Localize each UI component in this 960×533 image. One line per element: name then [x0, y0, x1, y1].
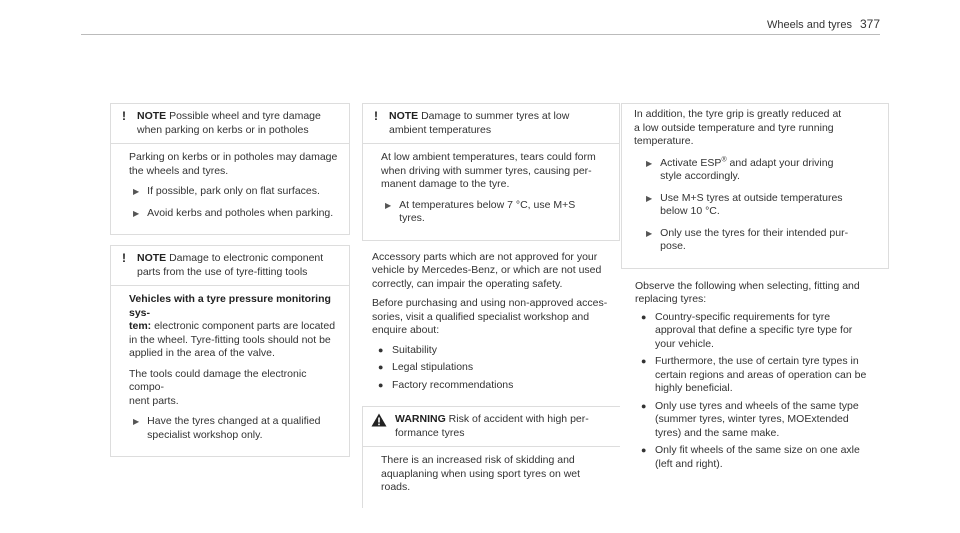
bullet-dot-icon: ●: [641, 311, 647, 322]
text-line: a low outside temperature and tyre running: [634, 121, 834, 134]
triangle-right-icon: ▶: [385, 200, 392, 210]
notice-keyword: NOTE: [137, 252, 167, 264]
text-line: In addition, the tyre grip is greatly reduced at: [634, 108, 842, 120]
list-item: [635, 355, 889, 396]
text-line: Accessory parts which are not approved for your: [372, 250, 598, 263]
text-line: Have the tyres changed at a qualified: [147, 415, 321, 427]
step-text: [147, 415, 320, 442]
exclamation-icon: !: [374, 109, 378, 123]
notice-title-line: Damage to summer tyres at low: [421, 110, 570, 122]
text-line: temperature.: [634, 135, 694, 147]
step-text: [660, 192, 842, 219]
text-line: roads.: [381, 481, 411, 493]
bullet-dot-icon: ●: [378, 379, 384, 390]
step-item: [129, 185, 339, 199]
text-line: in the wheel. Tyre-fitting tools should not be: [129, 333, 331, 346]
text-line: Parking on kerbs or in potholes may damage: [129, 151, 338, 163]
list-item: [372, 361, 620, 375]
column-left: [110, 103, 350, 457]
paragraph: [635, 280, 889, 307]
step-item: [642, 192, 878, 219]
list-item: [635, 311, 889, 352]
accessory-section: [362, 241, 620, 393]
warning-sport-tyres: [362, 406, 620, 508]
text-line: Only use tyres and wheels of the same type: [655, 399, 859, 412]
section-title: Wheels and tyres: [766, 19, 852, 31]
list-item: [372, 379, 620, 393]
notice-summer-tyres: [362, 103, 620, 241]
tyre-selection-section: [621, 269, 889, 472]
text-line: Country-specific requirements for tyre: [655, 310, 831, 323]
list-item-text: Suitability: [392, 343, 437, 356]
text-line: below 10 °C.: [660, 205, 720, 217]
notice-text: [381, 151, 609, 192]
bullet-dot-icon: ●: [378, 362, 384, 372]
text-line: nent parts.: [129, 394, 179, 407]
text-line: Use M+S tyres at outside temperatures: [660, 191, 843, 204]
list-item: [635, 400, 889, 441]
text-line: tyres.: [399, 212, 425, 224]
notice-title-line: ambient temperatures: [389, 123, 492, 136]
notice-text: [129, 151, 339, 178]
bullet-dot-icon: ●: [378, 344, 384, 355]
step-text: If possible, park only on flat surfaces.: [147, 185, 320, 197]
bullet-dot-icon: ●: [641, 356, 647, 366]
triangle-right-icon: ▶: [646, 193, 653, 203]
warning-text: [634, 108, 878, 149]
list-item-text: [655, 444, 860, 471]
text-line: specialist workshop only.: [147, 428, 263, 441]
list-item-text: [655, 400, 859, 441]
text-line: The tools could damage the electronic compo-: [129, 367, 307, 393]
page-number: 377: [859, 17, 880, 31]
text-line: style accordingly.: [660, 170, 740, 182]
step-text: [660, 227, 848, 254]
step-item: [642, 157, 878, 184]
text-line: replacing tyres:: [635, 293, 707, 305]
paragraph: [372, 251, 620, 292]
text-line: tyres) and the same make.: [655, 426, 780, 439]
text-line: Before purchasing and using non-approved acces-: [372, 297, 608, 309]
page-header: [767, 18, 880, 33]
exclamation-icon: !: [122, 109, 126, 123]
text-line: and adapt your driving: [726, 156, 834, 169]
text-line: pose.: [660, 240, 686, 252]
list-item-text: [655, 355, 866, 396]
bullet-dot-icon: ●: [641, 445, 647, 455]
registered-mark: ®: [721, 156, 727, 163]
step-text: Avoid kerbs and potholes when parking.: [147, 206, 334, 219]
text-line: the wheels and tyres.: [129, 164, 229, 177]
text-line: (left and right).: [655, 457, 723, 470]
text-line: enquire about:: [372, 324, 440, 336]
warning-triangle-icon: [371, 413, 387, 427]
text-line: highly beneficial.: [655, 382, 733, 394]
text-line: Observe the following when selecting, fitting and: [635, 279, 860, 292]
step-item: [381, 199, 609, 226]
notice-title-line: parts from the use of tyre-fitting tools: [137, 265, 308, 278]
text-line: Only fit wheels of the same size on one axle: [655, 444, 860, 456]
warning-keyword: WARNING: [395, 413, 446, 425]
text-line: At low ambient temperatures, tears could form: [381, 151, 596, 163]
step-text: [399, 199, 575, 226]
triangle-right-icon: ▶: [646, 228, 653, 238]
notice-title-line: Possible wheel and tyre damage: [169, 110, 321, 122]
text-line: when driving with summer tyres, causing per-: [381, 164, 592, 177]
list-item: [372, 344, 620, 358]
step-text: [660, 157, 833, 184]
text-line: approval that define a specific tyre type for: [655, 324, 853, 336]
notice-text: [129, 293, 339, 361]
text-line: electronic component parts are located: [154, 320, 336, 332]
text-line: sories, visit a qualified specialist workshop and: [372, 310, 590, 323]
column-right: [621, 103, 889, 475]
notice-wheel-damage: [110, 103, 350, 235]
text-line: There is an increased risk of skidding and: [381, 454, 575, 466]
text-line: manent damage to the tyre.: [381, 178, 510, 190]
triangle-right-icon: ▶: [133, 208, 140, 218]
text-line: (summer tyres, winter tyres, MOExtended: [655, 413, 849, 425]
step-item: [642, 227, 878, 254]
notice-title-line: Damage to electronic component: [169, 252, 324, 264]
sub-heading: Vehicles with a tyre pressure monitoring sys-: [129, 293, 331, 319]
warning-continued-box: [621, 103, 889, 269]
triangle-right-icon: ▶: [646, 158, 653, 168]
text-line: aquaplaning when using sport tyres on wet: [381, 467, 581, 480]
notice-keyword: NOTE: [137, 110, 167, 122]
list-item: [635, 444, 889, 471]
text-line: Activate ESP: [660, 156, 722, 169]
text-line: At temperatures below 7 °C, use M+S: [399, 198, 576, 211]
column-middle: [362, 103, 620, 508]
bullet-dot-icon: ●: [641, 400, 647, 411]
warning-title-line: formance tyres: [395, 426, 465, 439]
list-item-text: Legal stipulations: [392, 361, 474, 373]
text-line: your vehicle.: [655, 337, 714, 350]
text-line: vehicle by Mercedes-Benz, or which are not used: [372, 264, 602, 276]
paragraph: [372, 297, 620, 338]
triangle-right-icon: ▶: [133, 187, 140, 196]
exclamation-icon: !: [122, 251, 126, 265]
list-item-text: [655, 311, 852, 352]
warning-title-line: Risk of accident with high per-: [448, 413, 589, 425]
step-item: [129, 207, 339, 221]
notice-electronic-damage: [110, 245, 350, 457]
text-line: correctly, can impair the operating safety.: [372, 277, 563, 290]
step-item: [129, 415, 339, 442]
text-line: Furthermore, the use of certain tyre types in: [655, 355, 859, 367]
triangle-right-icon: ▶: [133, 417, 140, 426]
header-divider: [81, 34, 880, 35]
text-line: applied in the area of the valve.: [129, 347, 275, 359]
list-item-text: Factory recommendations: [392, 378, 514, 391]
sub-heading: tem:: [129, 320, 152, 332]
notice-title-line: when parking on kerbs or in potholes: [137, 123, 309, 136]
notice-keyword: NOTE: [389, 110, 419, 122]
text-line: certain regions and areas of operation can be: [655, 368, 867, 381]
text-line: Only use the tyres for their intended pur-: [660, 226, 849, 239]
warning-text: [381, 454, 610, 495]
notice-text: [129, 368, 339, 409]
